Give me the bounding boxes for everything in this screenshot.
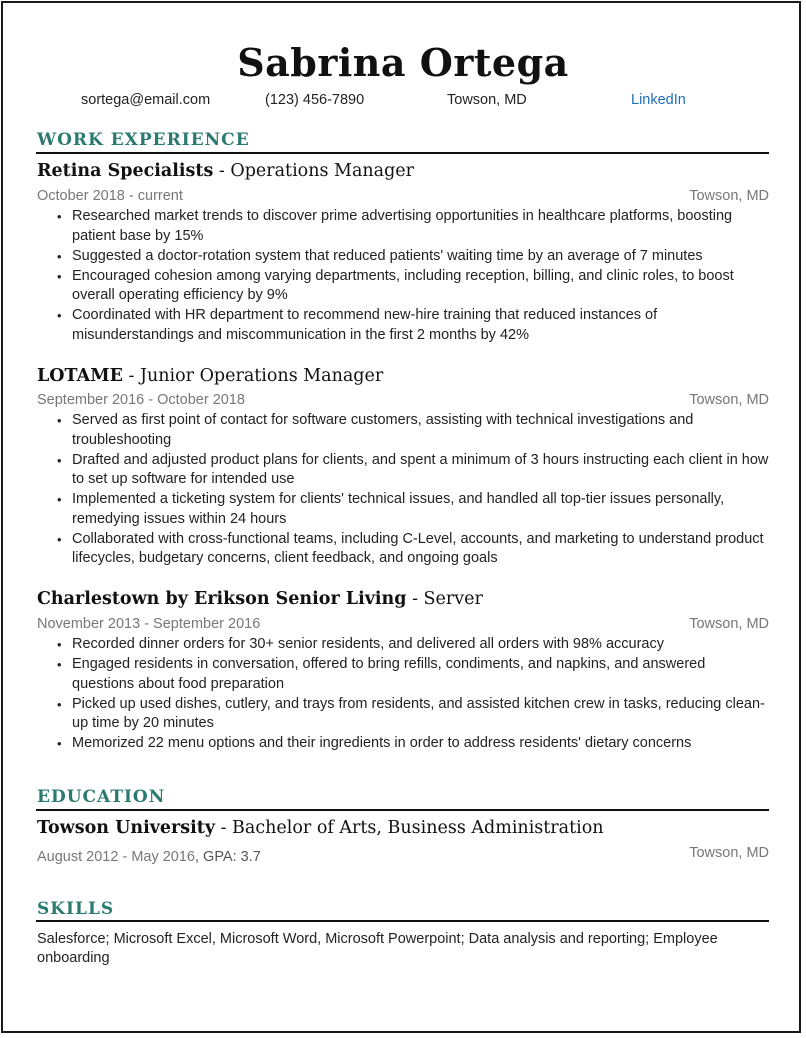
job-heading [37, 587, 483, 611]
job-location: Towson, MD [689, 392, 769, 408]
section-divider [36, 152, 769, 154]
company-name: Charlestown by Erikson Senior Living [37, 589, 407, 609]
job-heading [37, 159, 414, 183]
degree: - Bachelor of Arts, Business Administration [215, 818, 604, 838]
job-dates: September 2016 - October 2018 [37, 392, 245, 408]
education-date-range: August 2012 - May 2016 [37, 849, 195, 865]
job-location: Towson, MD [689, 616, 769, 632]
job-dates: October 2018 - current [37, 188, 183, 204]
bullet-item: • Recorded dinner orders for 30+ senior residents, and delivered all orders with 98% accuracy [37, 635, 769, 655]
job-dates: November 2013 - September 2016 [37, 616, 261, 632]
education-location: Towson, MD [689, 845, 769, 861]
bullet-item: • Coordinated with HR department to recommend new-hire training that reduced instances of misunderstandings and miscommunication in the first 2 months by 42% [37, 306, 769, 345]
bullet-item: • Memorized 22 menu options and their ingredients in order to address residents' dietary concerns [37, 734, 769, 754]
job-location: Towson, MD [689, 188, 769, 204]
section-title-education: EDUCATION [37, 787, 166, 807]
section-title-skills: SKILLS [37, 899, 115, 919]
bullet-item: • Suggested a doctor-rotation system that reduced patients' waiting time by an average of 7 minutes [37, 247, 769, 267]
job-bullets [37, 411, 769, 569]
location-text: Towson, MD [447, 92, 527, 108]
bullet-item: • Implemented a ticketing system for clients' technical issues, and handled all top-tier issues personally, remedying issues within 24 hours [37, 490, 769, 529]
bullet-item: • Engaged residents in conversation, offered to bring refills, condiments, and napkins, and answered questions about food preparation [37, 655, 769, 694]
bullet-item: • Drafted and adjusted product plans for clients, and spent a minimum of 3 hours instructing each client in how to set up software for intended use [37, 451, 769, 490]
company-name: LOTAME [37, 366, 123, 386]
candidate-name: Sabrina Ortega [237, 40, 569, 85]
bullet-item: • Served as first point of contact for software customers, assisting with technical investigations and troubleshooting [37, 411, 769, 450]
bullet-item: • Researched market trends to discover prime advertising opportunities in healthcare platforms, boosting patient base by 15% [37, 207, 769, 246]
gpa: , GPA: 3.7 [195, 849, 261, 865]
job-bullets [37, 207, 769, 346]
bullet-item: • Collaborated with cross-functional teams, including C-Level, accounts, and marketing to understand product lifecycles, budgetary concerns, client feedback, and ongoing goals [37, 530, 769, 569]
school-name: Towson University [37, 818, 215, 838]
section-divider [36, 809, 769, 811]
linkedin-link[interactable]: LinkedIn [631, 92, 686, 108]
job-heading [37, 364, 383, 388]
email-text: sortega@email.com [81, 92, 211, 108]
phone-text: (123) 456-7890 [265, 92, 365, 108]
job-role: - Operations Manager [213, 161, 415, 181]
company-name: Retina Specialists [37, 161, 214, 181]
job-role: - Server [406, 589, 483, 609]
job-role: - Junior Operations Manager [122, 366, 384, 386]
job-bullets [37, 635, 769, 754]
section-title-work: WORK EXPERIENCE [37, 130, 250, 150]
bullet-item: • Encouraged cohesion among varying departments, including reception, billing, and clinic roles, to boost overall operating efficiency by 9% [37, 267, 769, 306]
education-dates [37, 847, 261, 867]
skills-list: Salesforce; Microsoft Excel, Microsoft Word, Microsoft Powerpoint; Data analysis and reporting; Employee onboarding [37, 931, 718, 966]
section-divider [36, 920, 769, 922]
education-heading [37, 816, 604, 840]
bullet-item: • Picked up used dishes, cutlery, and trays from residents, and assisted kitchen crew in tasks, reducing clean-up time by 20 minutes [37, 695, 769, 734]
